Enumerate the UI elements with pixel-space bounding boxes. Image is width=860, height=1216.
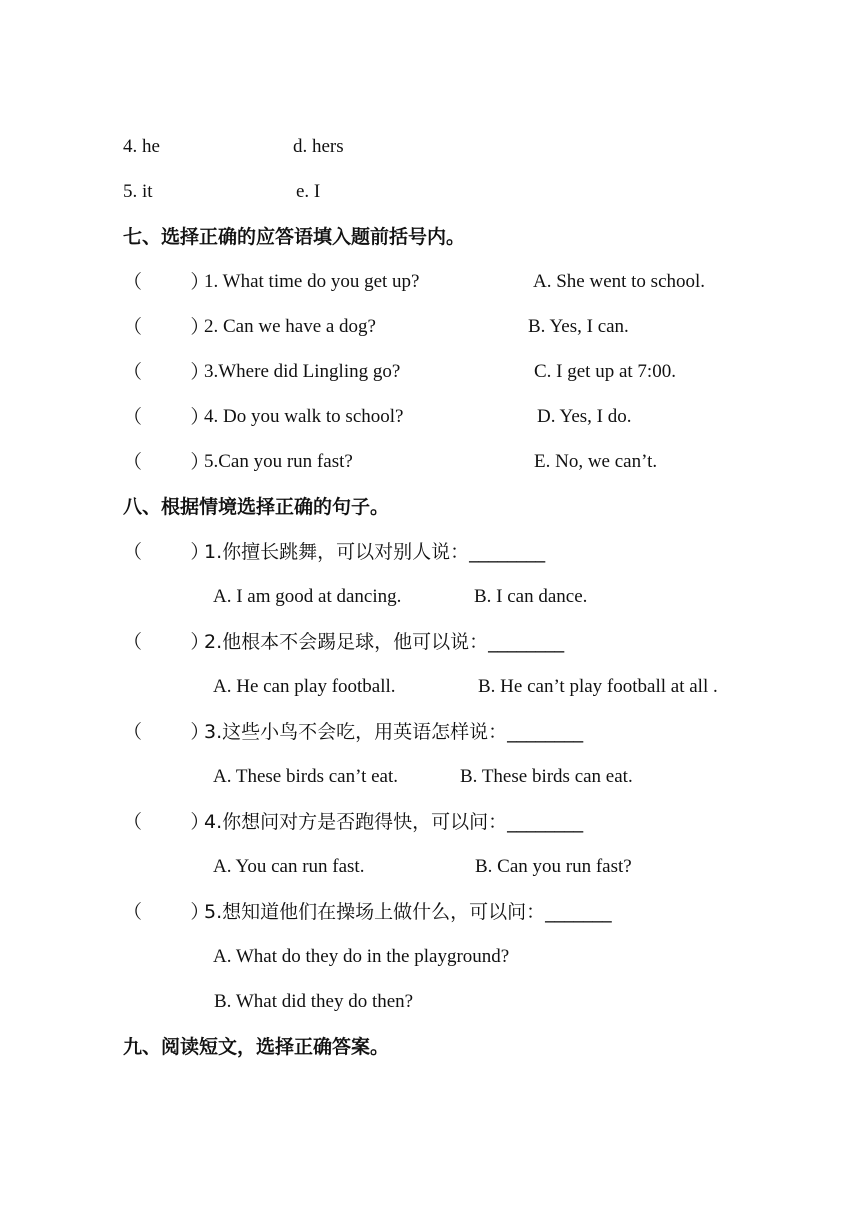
match-item-5-num: 5. it — [123, 181, 153, 202]
answer-paren: （ ） — [123, 721, 210, 743]
s7-question-3: 3.Where did Lingling go? — [204, 361, 401, 382]
s8-question-1: 1.你擅长跳舞，可以对别人说：________ — [204, 541, 546, 563]
s8-q4-option-a: A. You can run fast. — [213, 856, 365, 877]
section-9-heading: 九、阅读短文，选择正确答案。 — [123, 1036, 390, 1058]
match-item-4-num: 4. he — [123, 136, 160, 157]
s7-question-1: 1. What time do you get up? — [204, 271, 420, 292]
s8-q5-option-b: B. What did they do then? — [214, 991, 414, 1012]
s8-q5-option-a: A. What do they do in the playground? — [213, 946, 510, 967]
answer-paren: （ ） — [123, 316, 210, 338]
s8-question-5: 5.想知道他们在操场上做什么，可以问：_______ — [204, 901, 612, 923]
match-item-4-letter: d. hers — [293, 136, 344, 157]
s7-question-2: 2. Can we have a dog? — [204, 316, 376, 337]
s7-question-5: 5.Can you run fast? — [204, 451, 353, 472]
s8-question-2: 2.他根本不会踢足球，他可以说：________ — [204, 631, 565, 653]
s8-question-3: 3.这些小鸟不会吃，用英语怎样说：________ — [204, 721, 584, 743]
answer-paren: （ ） — [123, 406, 210, 428]
s7-answer-c: C. I get up at 7:00. — [534, 361, 676, 382]
s8-q4-option-b: B. Can you run fast? — [475, 856, 632, 877]
section-8-heading: 八、根据情境选择正确的句子。 — [123, 496, 390, 518]
s8-q2-option-a: A. He can play football. — [213, 676, 396, 697]
s8-q2-option-b: B. He can’t play football at all . — [478, 676, 718, 697]
s7-answer-b: B. Yes, I can. — [528, 316, 629, 337]
answer-paren: （ ） — [123, 271, 210, 293]
s8-q1-option-b: B. I can dance. — [474, 586, 588, 607]
s8-question-4: 4.你想问对方是否跑得快，可以问：________ — [204, 811, 584, 833]
match-item-5-letter: e. I — [296, 181, 321, 202]
answer-paren: （ ） — [123, 541, 210, 563]
s8-q3-option-a: A. These birds can’t eat. — [213, 766, 399, 787]
section-7-heading: 七、选择正确的应答语填入题前括号内。 — [123, 226, 466, 248]
s8-q1-option-a: A. I am good at dancing. — [213, 586, 402, 607]
answer-paren: （ ） — [123, 901, 210, 923]
s7-question-4: 4. Do you walk to school? — [204, 406, 404, 427]
s7-answer-d: D. Yes, I do. — [537, 406, 632, 427]
answer-paren: （ ） — [123, 451, 210, 473]
s7-answer-a: A. She went to school. — [533, 271, 706, 292]
s7-answer-e: E. No, we can’t. — [534, 451, 658, 472]
answer-paren: （ ） — [123, 361, 210, 383]
s8-q3-option-b: B. These birds can eat. — [460, 766, 633, 787]
answer-paren: （ ） — [123, 631, 210, 653]
answer-paren: （ ） — [123, 811, 210, 833]
